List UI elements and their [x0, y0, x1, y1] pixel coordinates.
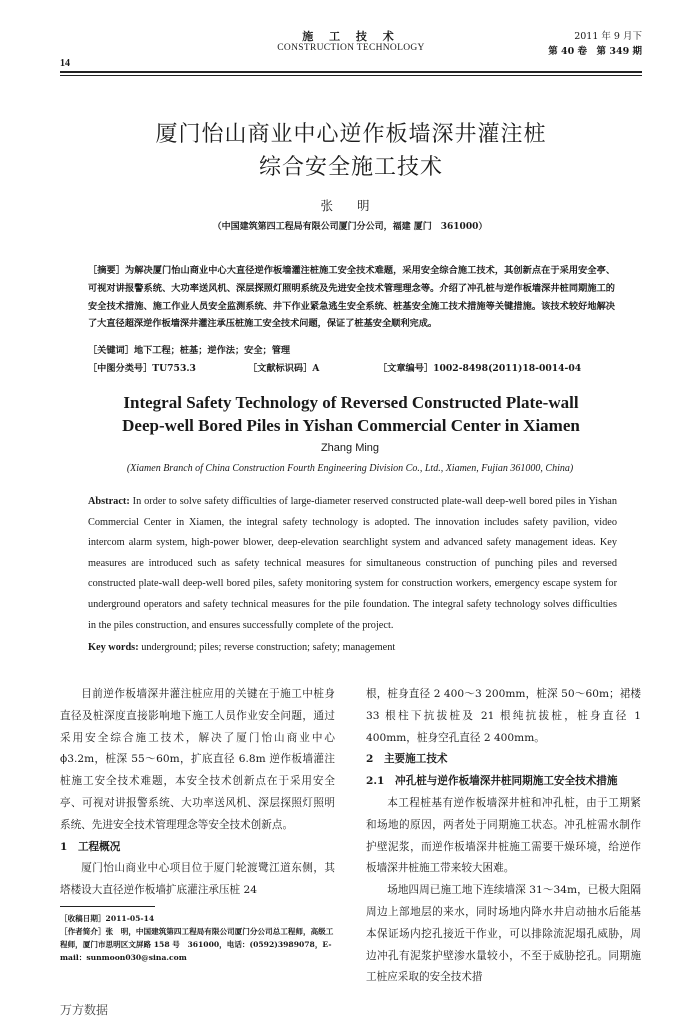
page-number: 14: [60, 58, 70, 69]
title-cn: [60, 118, 642, 184]
footnote: [60, 912, 337, 964]
abstract-en: [88, 492, 617, 636]
section-heading-1: 1 工程概况: [60, 840, 121, 853]
keywords-en-label: Key words:: [88, 642, 139, 653]
keywords-en: [88, 638, 617, 658]
section-heading-2: 2 主要施工技术: [366, 753, 448, 766]
journal-name-en: CONSTRUCTION TECHNOLOGY: [277, 43, 425, 53]
affiliation-cn: （中国建筑第四工程局有限公司厦门分公司，福建 厦门 361000）: [212, 222, 488, 232]
clc-number: ［中图分类号］TU753.3: [88, 363, 196, 374]
site-dewatering-paragraph: 场地四周已施工地下连续墙深 31～34m，已极大阻隔周边上部地层的来水，同时场地内降水井启动抽水后能基本保证场内挖孔接近干作业，可以排除流泥塌孔威胁，周边冲孔有泥浆护壁渗水量较小，不至于威胁挖孔。同期施工桩应采取的安全技术措: [366, 884, 641, 984]
running-header: [60, 28, 642, 78]
simultaneous-construction-paragraph: 本工程桩基有逆作板墙深井桩和冲孔桩，由于工期紧和场地的原因，两者处于同期施工状态。冲孔桩需水制作护壁泥浆，而逆作板墙深井桩施工需要干燥环境，给逆作板墙深井桩施工带来较大困难。: [366, 796, 641, 875]
author-bio: ［作者简介］张 明，中国建筑第四工程局有限公司厦门分公司总工程师，高级工程师，厦门市思明区文屏路 158 号 361000，电话：(0592)3989078，E-mail：sunmoon030@sina.com: [60, 927, 334, 962]
header-rule-thick: [60, 71, 642, 73]
title-cn-line1: 厦门怡山商业中心逆作板墙深井灌注桩: [155, 122, 547, 147]
author-en: Zhang Ming: [320, 442, 380, 454]
keywords-cn-label: ［关键词］: [88, 345, 134, 356]
abstract-cn: [88, 262, 615, 333]
title-en-line2: Deep-well Bored Piles in Yishan Commercial Center in Xiamen: [122, 415, 580, 435]
volume-issue: 第 40 卷 第 349 期: [548, 46, 642, 57]
keywords-cn: [88, 342, 615, 356]
header-rule-thin: [60, 75, 642, 76]
title-en-line1: Integral Safety Technology of Reversed Constructed Plate-wall: [123, 393, 579, 412]
footnote-rule: [60, 906, 155, 907]
pile-spec-paragraph: 根，桩身直径 2 400～3 200mm，桩深 50～60m；裙楼 33 根柱下抗拔桩及 21 根纯抗拔桩，桩身直径 1 400mm，桩身空孔直径 2 400mm。: [366, 688, 641, 744]
affiliation-en: (Xiamen Branch of China Construction Fourth Engineering Division Co., Ltd., Xiamen, Fujian 361000, China): [126, 463, 574, 474]
keywords-en-text: underground; piles; reverse construction; safety; management: [141, 642, 396, 653]
issue-date: 2011 年 9 月下: [574, 31, 642, 42]
keywords-cn-text: 地下工程；桩基；逆作法；安全；管理: [133, 345, 291, 356]
title-en: [60, 392, 642, 437]
subsection-heading-2-1: 2.1 冲孔桩与逆作板墙深井桩同期施工安全技术措施: [366, 775, 618, 788]
author-cn: 张 明: [320, 198, 380, 213]
article-number: ［文章编号］1002-8498(2011)18-0014-04: [378, 363, 582, 374]
body-column-left: [60, 684, 335, 902]
watermark: 万方数据: [60, 1003, 109, 1017]
document-code: ［文献标识码］A: [248, 363, 320, 374]
title-cn-line2: 综合安全施工技术: [258, 155, 443, 180]
abstract-en-label: Abstract:: [88, 496, 130, 507]
received-date: ［收稿日期］2011-05-14: [60, 914, 155, 923]
abstract-cn-label: ［摘要］: [88, 265, 125, 276]
body-column-right: [366, 684, 641, 989]
project-overview-paragraph: 厦门怡山商业中心项目位于厦门轮渡鹭江道东侧，其塔楼设大直径逆作板墙扩底灌注承压桩 24: [60, 862, 335, 897]
abstract-cn-text: 为解决厦门怡山商业中心大直径逆作板墙灌注桩施工安全技术难题，采用安全综合施工技术，其创新点在于采用安全亭、可视对讲报警系统、大功率送风机、深层探照灯照明系统及先进安全技术管理理念等。介绍了冲孔桩与逆作板墙深井桩同期施工的安全技术措施、施工作业人员安全监测系统、井下作业紧急逃生安全系统、桩基安全施工技术措施等关键措施。该技术较好地解决了大直径超深逆作板墙深井灌注承压桩施工安全技术问题，保证了桩基安全顺利完成。: [88, 265, 616, 330]
abstract-en-text: In order to solve safety difficulties of large-diameter reserved constructed plate-wall deep-well bored piles in Yishan Commercial Center in Xiamen, the integral safety technology is adopted. The innovation includes safety pavilion, video intercom alarm system, high-power blower, deep-elevation searchlight system and advanced safety management ideas. Key measures are introduced such as safety technical measures for simultaneous construction of punching piles and reversed constructed plate-wall deep-well bored piles, safety monitoring system for construction workers, emergency escape system for underground operators and safety technical measures for the pile foundation. The integral safety technology solves difficulties in the piles construction, and ensures successfully complete of the project.: [88, 496, 617, 631]
journal-name-cn: 施 工 技 术: [302, 30, 400, 43]
intro-paragraph: 目前逆作板墙深井灌注桩应用的关键在于施工中桩身直径及桩深度直接影响地下施工人员作业安全问题，通过采用安全综合施工技术，解决了厦门怡山商业中心 ϕ3.2m，桩深 55～60m，扩底直径 6.8m 逆作板墙灌注桩施工安全技术难题，本安全技术创新点在于采用安全亭、可视对讲报警系统、大功率送风机、深层探照灯照明系统、先进安全技术管理理念等安全技术创新点。: [60, 688, 335, 831]
